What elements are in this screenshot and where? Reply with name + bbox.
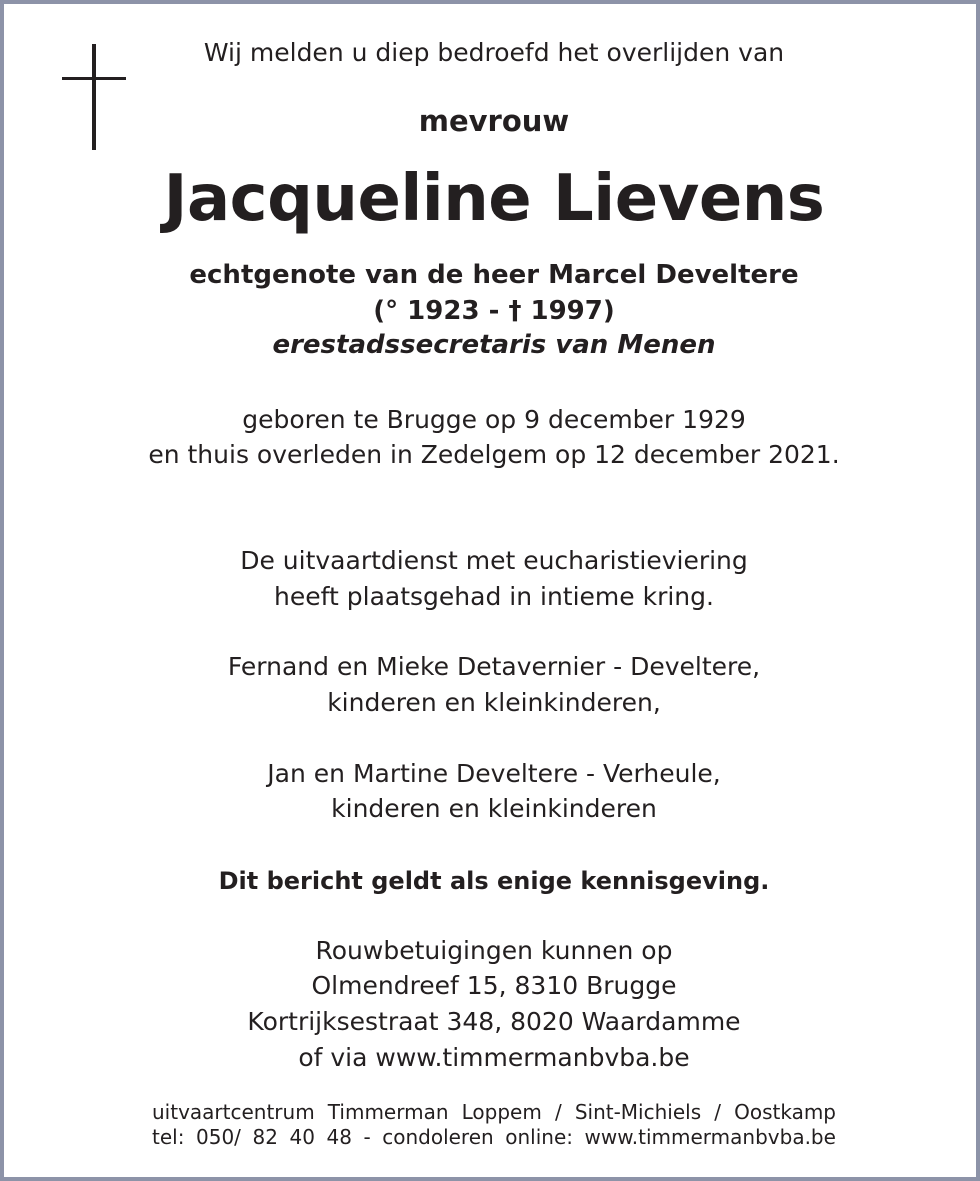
footer-word: /	[714, 1100, 721, 1124]
footer-word: -	[363, 1125, 371, 1149]
footer-word: www.timmermanbvba.be	[584, 1125, 836, 1149]
footer-word: Timmerman	[327, 1100, 449, 1124]
spouse-role: erestadssecretaris van Menen	[272, 330, 716, 360]
family-2-descendants: kinderen en kleinkinderen	[331, 794, 657, 823]
footer-funeral-home	[152, 1100, 836, 1124]
footer-word: 40	[289, 1125, 315, 1149]
condolences-line-2: Olmendreef 15, 8310 Brugge	[311, 971, 677, 1000]
footer-word: Sint-Michiels	[574, 1100, 702, 1124]
death-text: en thuis overleden in Zedelgem op 12 december 2021.	[148, 440, 840, 469]
spouse-dates: (° 1923 - † 1997)	[373, 296, 615, 326]
notice-text: Dit bericht geldt als enige kennisgeving.	[218, 867, 770, 895]
footer-word: 050/	[196, 1125, 241, 1149]
funeral-line-1: De uitvaartdienst met eucharistieviering	[240, 546, 748, 575]
deceased-name: Jacqueline Lievens	[163, 162, 825, 236]
family-1-names: Fernand en Mieke Detavernier - Develtere,	[227, 652, 761, 681]
footer-word: tel:	[152, 1125, 185, 1149]
footer-word: 82	[252, 1125, 278, 1149]
footer-word: online:	[505, 1125, 573, 1149]
footer-word: uitvaartcentrum	[152, 1100, 315, 1124]
footer-word: 48	[326, 1125, 352, 1149]
footer-contact	[152, 1125, 836, 1149]
footer-word: condoleren	[382, 1125, 494, 1149]
family-2-names: Jan en Martine Develtere - Verheule,	[267, 759, 721, 788]
spouse-line: echtgenote van de heer Marcel Develtere	[189, 260, 799, 290]
funeral-line-2: heeft plaatsgehad in intieme kring.	[274, 582, 714, 611]
family-1-descendants: kinderen en kleinkinderen,	[327, 688, 661, 717]
birth-text: geboren te Brugge op 9 december 1929	[242, 405, 746, 434]
condolences-line-4: of via www.timmermanbvba.be	[298, 1043, 690, 1072]
intro-text: Wij melden u diep bedroefd het overlijden van	[203, 38, 785, 67]
condolences-line-1: Rouwbetuigingen kunnen op	[315, 936, 673, 965]
footer-word: Loppem	[461, 1100, 542, 1124]
honorific: mevrouw	[418, 104, 570, 138]
footer-word: /	[554, 1100, 562, 1124]
footer-word: Oostkamp	[734, 1100, 836, 1124]
condolences-line-3: Kortrijksestraat 348, 8020 Waardamme	[247, 1007, 741, 1036]
